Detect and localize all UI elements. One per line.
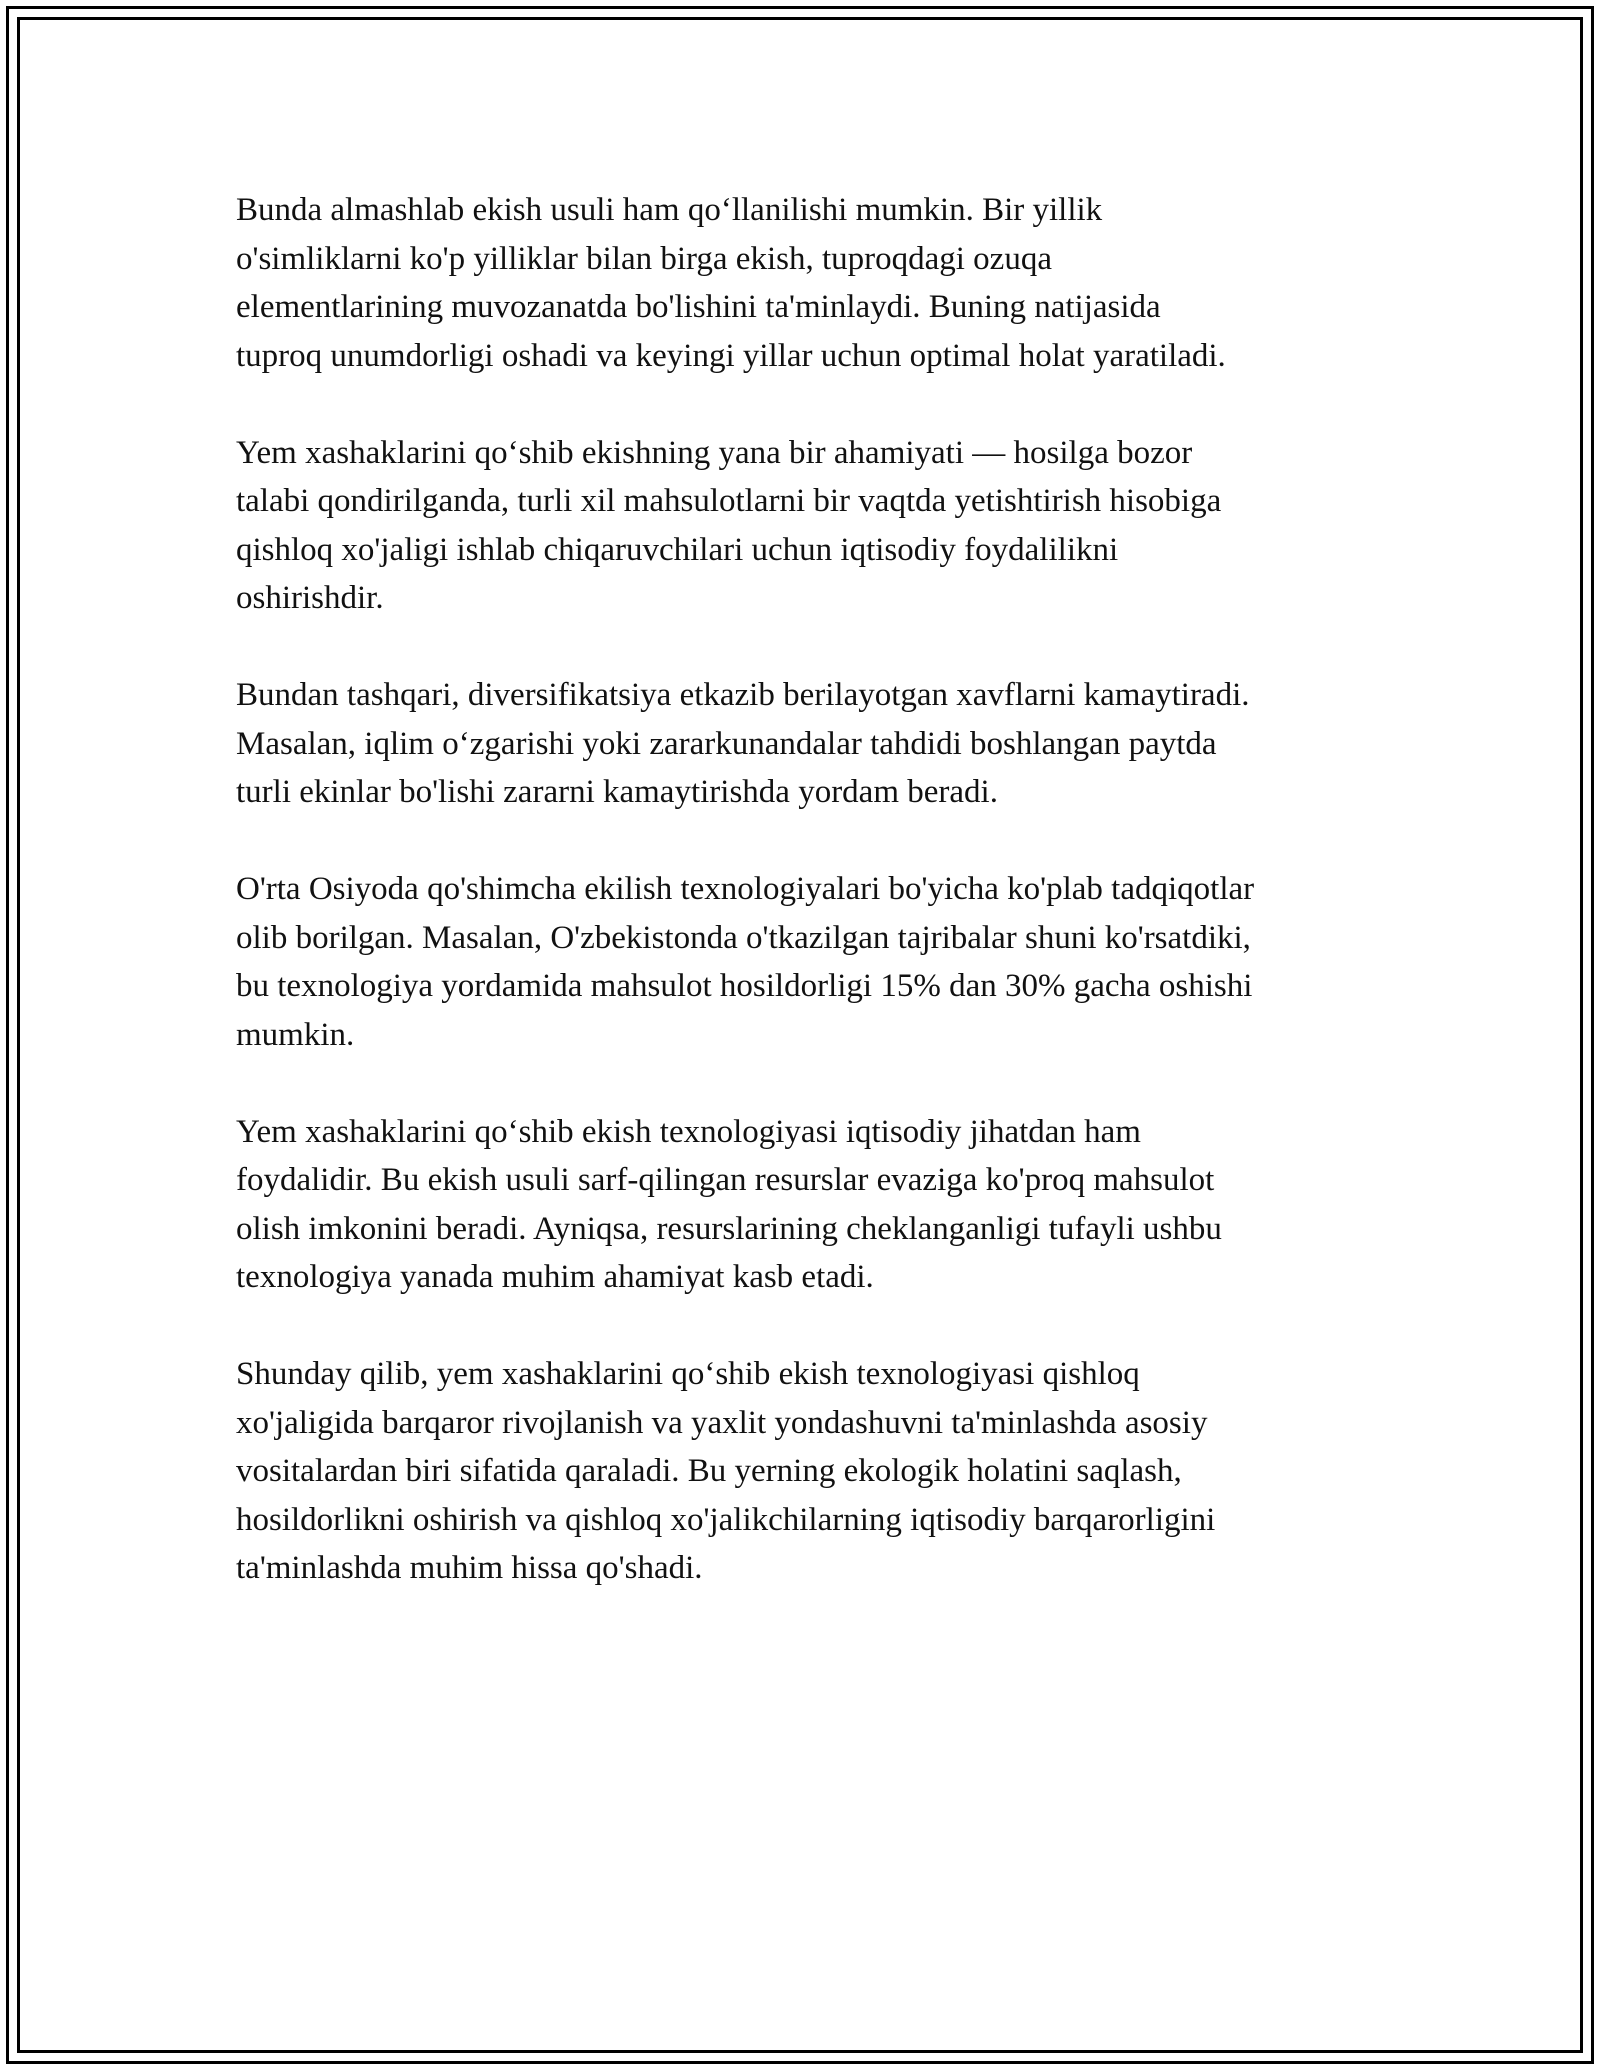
text-line: oshirishdir. (236, 580, 384, 616)
text-line: Bunda almashlab ekish usuli ham qo‘llanilishi mumkin. Bir yillik (236, 192, 1103, 228)
text-line: olib borilgan. Masalan, O'zbekistonda o'tkazilgan tajribalar shuni ko'rsatdiki, (236, 919, 1251, 956)
paragraph-conclusion (236, 1350, 1376, 1593)
text-line: ta'minlashda muhim hissa qo'shadi. (236, 1550, 703, 1586)
text-line: tuproq unumdorligi oshadi va keyingi yillar uchun optimal holat yaratiladi. (236, 337, 1226, 374)
paragraph-diversification (236, 671, 1376, 817)
text-line: foydalidir. Bu ekish usuli sarf-qilingan resurslar evaziga ko'proq mahsulot (236, 1162, 1215, 1198)
text-line: Shunday qilib, yem xashaklarini qo‘shib ekish texnologiyasi qishloq (236, 1356, 1140, 1392)
text-line: vositalardan biri sifatida qaraladi. Bu yerning ekologik holatini saqlash, (236, 1453, 1182, 1489)
text-line: Yem xashaklarini qo‘shib ekishning yana bir ahamiyati — hosilga bozor (236, 434, 1193, 471)
text-line: O'rta Osiyoda qo'shimcha ekilish texnologiyalari bo'yicha ko'plab tadqiqotlar (236, 871, 1255, 907)
text-line: hosildorlikni oshirish va qishloq xo'jalikchilarning iqtisodiy barqarorligini (236, 1501, 1216, 1538)
paragraph-economic-benefit (236, 1108, 1376, 1302)
text-line: Yem xashaklarini qo‘shib ekish texnologiyasi iqtisodiy jihatdan ham (236, 1113, 1141, 1150)
text-line: texnologiya yanada muhim ahamiyat kasb etadi. (236, 1259, 874, 1295)
paragraph-market-demand (236, 429, 1376, 623)
text-line: elementlarining muvozanatda bo'lishini ta'minlaydi. Buning natijasida (236, 289, 1161, 325)
text-line: mumkin. (236, 1016, 355, 1053)
text-line: qishloq xo'jaligi ishlab chiqaruvchilari uchun iqtisodiy foydalilikni (236, 531, 1119, 568)
text-line: turli ekinlar bo'lishi zararni kamaytirishda yordam beradi. (236, 774, 998, 810)
text-line: Bundan tashqari, diversifikatsiya etkazib berilayotgan xavflarni kamaytiradi. (236, 677, 1250, 713)
text-line: o'simliklarni ko'p yilliklar bilan birga ekish, tuproqdagi ozuqa (236, 240, 1052, 277)
text-line: bu texnologiya yordamida mahsulot hosildorligi 15% dan 30% gacha oshishi (236, 968, 1253, 1004)
document-body (236, 186, 1376, 1641)
text-line: olish imkonini beradi. Ayniqsa, resurslarining cheklanganligi tufayli ushbu (236, 1210, 1222, 1247)
text-line: talabi qondirilganda, turli xil mahsulotlarni bir vaqtda yetishtirish hisobiga (236, 483, 1222, 519)
text-line: xo'jaligida barqaror rivojlanish va yaxlit yondashuvni ta'minlashda asosiy (236, 1404, 1208, 1441)
text-line: Masalan, iqlim o‘zgarishi yoki zararkunandalar tahdidi boshlangan paytda (236, 725, 1217, 762)
paragraph-crop-rotation (236, 186, 1376, 380)
paragraph-central-asia-research (236, 865, 1376, 1059)
